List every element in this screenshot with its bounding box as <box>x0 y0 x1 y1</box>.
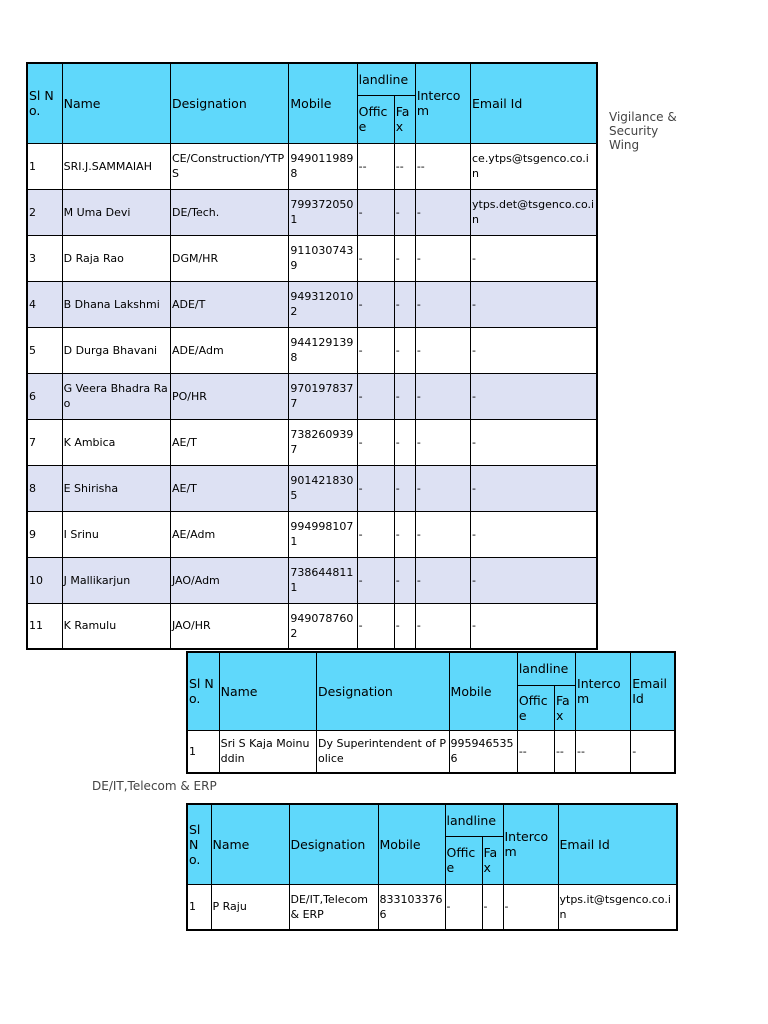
cell-fax: - <box>394 235 415 281</box>
cell-intercom: - <box>415 603 470 649</box>
cell-email: - <box>471 281 598 327</box>
cell-designation: DGM/HR <box>170 235 288 281</box>
cell-name: I Srinu <box>62 511 170 557</box>
cell-fax: - <box>394 189 415 235</box>
cell-intercom: -- <box>576 730 631 773</box>
cell-office: - <box>357 419 394 465</box>
cell-mobile: 9490787602 <box>289 603 357 649</box>
cell-email: - <box>471 465 598 511</box>
cell-sl: 4 <box>27 281 62 327</box>
cell-name: Sri S Kaja Moinuddin <box>219 730 316 773</box>
cell-office: - <box>357 281 394 327</box>
table-body <box>187 884 677 930</box>
cell-designation: Dy Superintendent of Police <box>317 730 450 773</box>
table-row <box>27 419 597 465</box>
header-name: Name <box>62 63 170 143</box>
header-intercom: Intercom <box>415 63 470 143</box>
header-intercom: Intercom <box>576 652 631 730</box>
cell-email: - <box>471 235 598 281</box>
cell-office: - <box>357 189 394 235</box>
table-row <box>27 511 597 557</box>
cell-fax: - <box>482 884 503 930</box>
header-intercom: Intercom <box>503 804 558 884</box>
cell-name: E Shirisha <box>62 465 170 511</box>
cell-designation: JAO/Adm <box>170 557 288 603</box>
cell-designation: AE/T <box>170 465 288 511</box>
cell-office: - <box>357 603 394 649</box>
cell-name: J Mallikarjun <box>62 557 170 603</box>
cell-email: - <box>471 511 598 557</box>
header-landline: landline <box>357 63 415 95</box>
cell-office: - <box>445 884 482 930</box>
cell-mobile: 9110307439 <box>289 235 357 281</box>
table-row <box>27 143 597 189</box>
cell-office: - <box>357 235 394 281</box>
cell-fax: - <box>394 603 415 649</box>
cell-office: - <box>357 511 394 557</box>
cell-mobile: 8331033766 <box>378 884 445 930</box>
cell-fax: - <box>394 373 415 419</box>
cell-intercom: -- <box>415 143 470 189</box>
header-designation: Designation <box>289 804 378 884</box>
cell-mobile: 9701978377 <box>289 373 357 419</box>
cell-designation: ADE/Adm <box>170 327 288 373</box>
cell-email: - <box>631 730 675 773</box>
table-body <box>27 143 597 649</box>
cell-mobile: 7386448111 <box>289 557 357 603</box>
cell-name: P Raju <box>211 884 289 930</box>
cell-designation: DE/Tech. <box>170 189 288 235</box>
cell-sl: 7 <box>27 419 62 465</box>
cell-designation: DE/IT,Telecom & ERP <box>289 884 378 930</box>
cell-sl: 1 <box>187 730 219 773</box>
staff-contact-table <box>26 62 598 650</box>
header-sl: Sl No. <box>187 652 219 730</box>
cell-email: - <box>471 557 598 603</box>
cell-sl: 11 <box>27 603 62 649</box>
cell-fax: - <box>394 419 415 465</box>
table-row <box>27 281 597 327</box>
header-email: Email Id <box>631 652 675 730</box>
header-mobile: Mobile <box>289 63 357 143</box>
cell-name: B Dhana Lakshmi <box>62 281 170 327</box>
table-row <box>27 373 597 419</box>
cell-intercom: - <box>415 281 470 327</box>
header-name: Name <box>219 652 316 730</box>
cell-email: ce.ytps@tsgenco.co.in <box>471 143 598 189</box>
cell-office: - <box>357 465 394 511</box>
cell-office: - <box>357 373 394 419</box>
header-mobile: Mobile <box>449 652 517 730</box>
cell-name: M Uma Devi <box>62 189 170 235</box>
table-row <box>187 884 677 930</box>
cell-sl: 5 <box>27 327 62 373</box>
cell-mobile: 9441291398 <box>289 327 357 373</box>
cell-email: ytps.det@tsgenco.co.in <box>471 189 598 235</box>
vigilance-contact-table <box>186 651 676 774</box>
cell-fax: - <box>394 511 415 557</box>
cell-name: G Veera Bhadra Rao <box>62 373 170 419</box>
cell-sl: 1 <box>27 143 62 189</box>
cell-sl: 2 <box>27 189 62 235</box>
cell-sl: 1 <box>187 884 211 930</box>
cell-fax: -- <box>394 143 415 189</box>
cell-office: - <box>357 557 394 603</box>
header-fax: Fax <box>554 685 575 730</box>
table-row <box>187 730 675 773</box>
cell-mobile: 7993720501 <box>289 189 357 235</box>
header-fax: Fax <box>394 95 415 143</box>
cell-name: D Durga Bhavani <box>62 327 170 373</box>
cell-intercom: - <box>415 373 470 419</box>
header-sl: Sl No. <box>27 63 62 143</box>
cell-office: - <box>357 327 394 373</box>
table-row <box>27 189 597 235</box>
header-mobile: Mobile <box>378 804 445 884</box>
cell-mobile: 9959465356 <box>449 730 517 773</box>
cell-sl: 9 <box>27 511 62 557</box>
cell-email: - <box>471 419 598 465</box>
cell-sl: 10 <box>27 557 62 603</box>
cell-name: SRI.J.SAMMAIAH <box>62 143 170 189</box>
header-name: Name <box>211 804 289 884</box>
cell-intercom: - <box>415 557 470 603</box>
cell-fax: - <box>394 465 415 511</box>
cell-fax: - <box>394 327 415 373</box>
cell-intercom: - <box>415 465 470 511</box>
cell-email: - <box>471 327 598 373</box>
header-email: Email Id <box>558 804 677 884</box>
cell-mobile: 9014218305 <box>289 465 357 511</box>
header-designation: Designation <box>170 63 288 143</box>
table-body <box>187 730 675 773</box>
table-row <box>27 235 597 281</box>
header-landline: landline <box>445 804 503 836</box>
cell-fax: -- <box>554 730 575 773</box>
header-landline: landline <box>517 652 575 685</box>
cell-sl: 8 <box>27 465 62 511</box>
header-office: Office <box>517 685 554 730</box>
cell-intercom: - <box>415 419 470 465</box>
header-fax: Fax <box>482 836 503 884</box>
cell-intercom: - <box>415 327 470 373</box>
cell-email: ytps.it@tsgenco.co.in <box>558 884 677 930</box>
cell-mobile: 7382609397 <box>289 419 357 465</box>
table-row <box>27 603 597 649</box>
header-sl: Sl No. <box>187 804 211 884</box>
header-office: Office <box>445 836 482 884</box>
table-row <box>27 465 597 511</box>
cell-name: D Raja Rao <box>62 235 170 281</box>
cell-designation: PO/HR <box>170 373 288 419</box>
cell-sl: 3 <box>27 235 62 281</box>
it-contact-table <box>186 803 678 931</box>
header-office: Office <box>357 95 394 143</box>
cell-intercom: - <box>415 511 470 557</box>
cell-designation: JAO/HR <box>170 603 288 649</box>
cell-mobile: 9490119898 <box>289 143 357 189</box>
cell-fax: - <box>394 281 415 327</box>
table-row <box>27 327 597 373</box>
cell-name: K Ambica <box>62 419 170 465</box>
cell-name: K Ramulu <box>62 603 170 649</box>
cell-sl: 6 <box>27 373 62 419</box>
header-email: Email Id <box>471 63 598 143</box>
cell-fax: - <box>394 557 415 603</box>
cell-mobile: 9493120102 <box>289 281 357 327</box>
cell-intercom: - <box>503 884 558 930</box>
cell-designation: AE/Adm <box>170 511 288 557</box>
cell-designation: CE/Construction/YTPS <box>170 143 288 189</box>
cell-email: - <box>471 603 598 649</box>
table-row <box>27 557 597 603</box>
cell-email: - <box>471 373 598 419</box>
cell-designation: ADE/T <box>170 281 288 327</box>
cell-designation: AE/T <box>170 419 288 465</box>
section-label-vigilance: Vigilance & Security Wing <box>609 110 677 152</box>
header-designation: Designation <box>317 652 450 730</box>
section-label-deit: DE/IT,Telecom & ERP <box>92 779 217 793</box>
cell-office: -- <box>517 730 554 773</box>
cell-intercom: - <box>415 189 470 235</box>
cell-office: -- <box>357 143 394 189</box>
cell-intercom: - <box>415 235 470 281</box>
cell-mobile: 9949981071 <box>289 511 357 557</box>
